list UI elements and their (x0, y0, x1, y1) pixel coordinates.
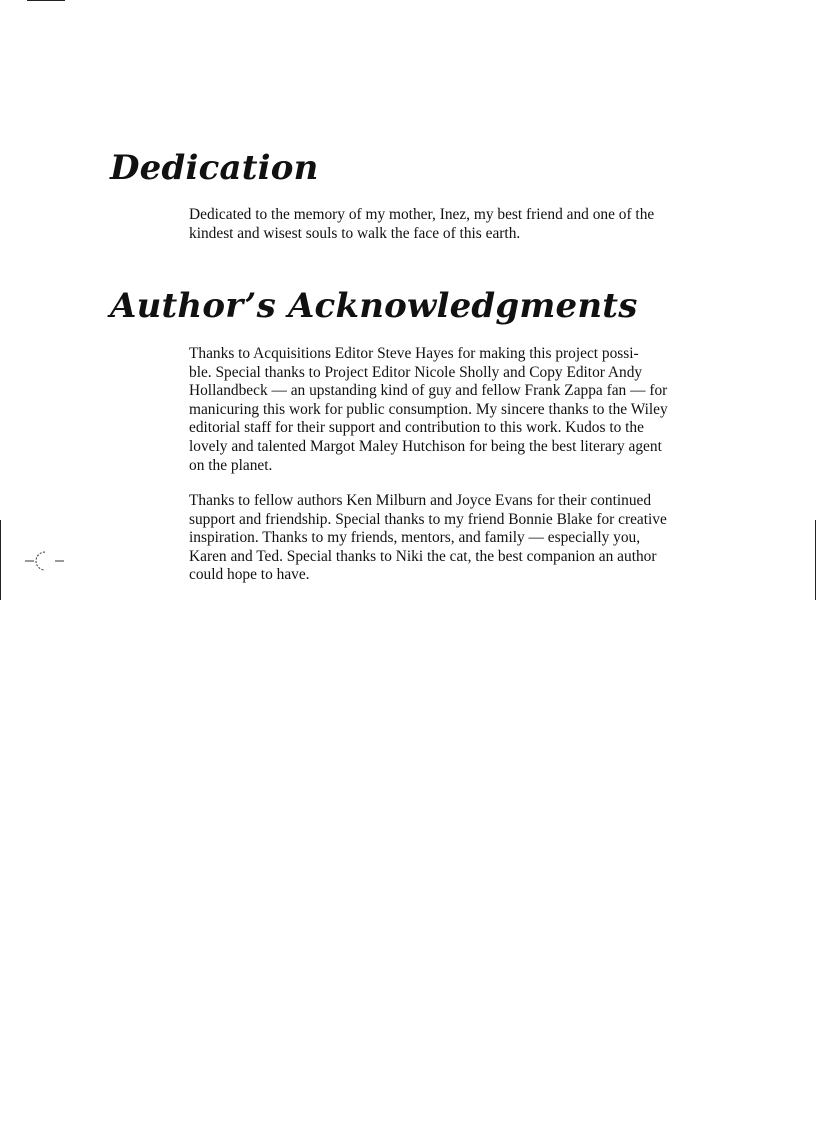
text-line: Dedicated to the memory of my mother, Inez, my best friend and one of the (189, 206, 655, 223)
text-line: manicuring this work for public consumption. My sincere thanks to the Wiley (189, 400, 668, 418)
acknowledgments-paragraph-1 (189, 345, 709, 475)
text-line: lovely and talented Margot Maley Hutchison for being the best literary agent (189, 437, 662, 455)
text-line: Karen and Ted. Special thanks to Niki the cat, the best companion an author (189, 547, 657, 565)
text-line: could hope to have. (189, 566, 310, 584)
dedication-heading: Dedication (110, 148, 319, 188)
acknowledgments-heading: Author’s Acknowledgments (110, 286, 638, 326)
crop-mark-top (27, 0, 65, 1)
crop-mark-left (0, 520, 1, 600)
text-line: Hollandbeck — an upstanding kind of guy and fellow Frank Zappa fan — for (189, 382, 668, 400)
crop-registration-icon (25, 549, 65, 573)
text-line: editorial staff for their support and contribution to this work. Kudos to the (189, 419, 644, 437)
text-line: Thanks to fellow authors Ken Milburn and Joyce Evans for their continued (189, 492, 652, 509)
text-line: support and friendship. Special thanks to my friend Bonnie Blake for creative (189, 510, 667, 528)
text-line: inspiration. Thanks to my friends, mentors, and family — especially you, (189, 529, 641, 547)
text-line: ble. Special thanks to Project Editor Nicole Sholly and Copy Editor Andy (189, 363, 643, 381)
text-line: Thanks to Acquisitions Editor Steve Hayes for making this project possi- (189, 345, 639, 362)
text-line: on the planet. (189, 456, 273, 474)
dedication-paragraph (189, 206, 709, 243)
acknowledgments-paragraph-2 (189, 492, 709, 585)
text-line: kindest and wisest souls to walk the face of this earth. (189, 224, 521, 242)
